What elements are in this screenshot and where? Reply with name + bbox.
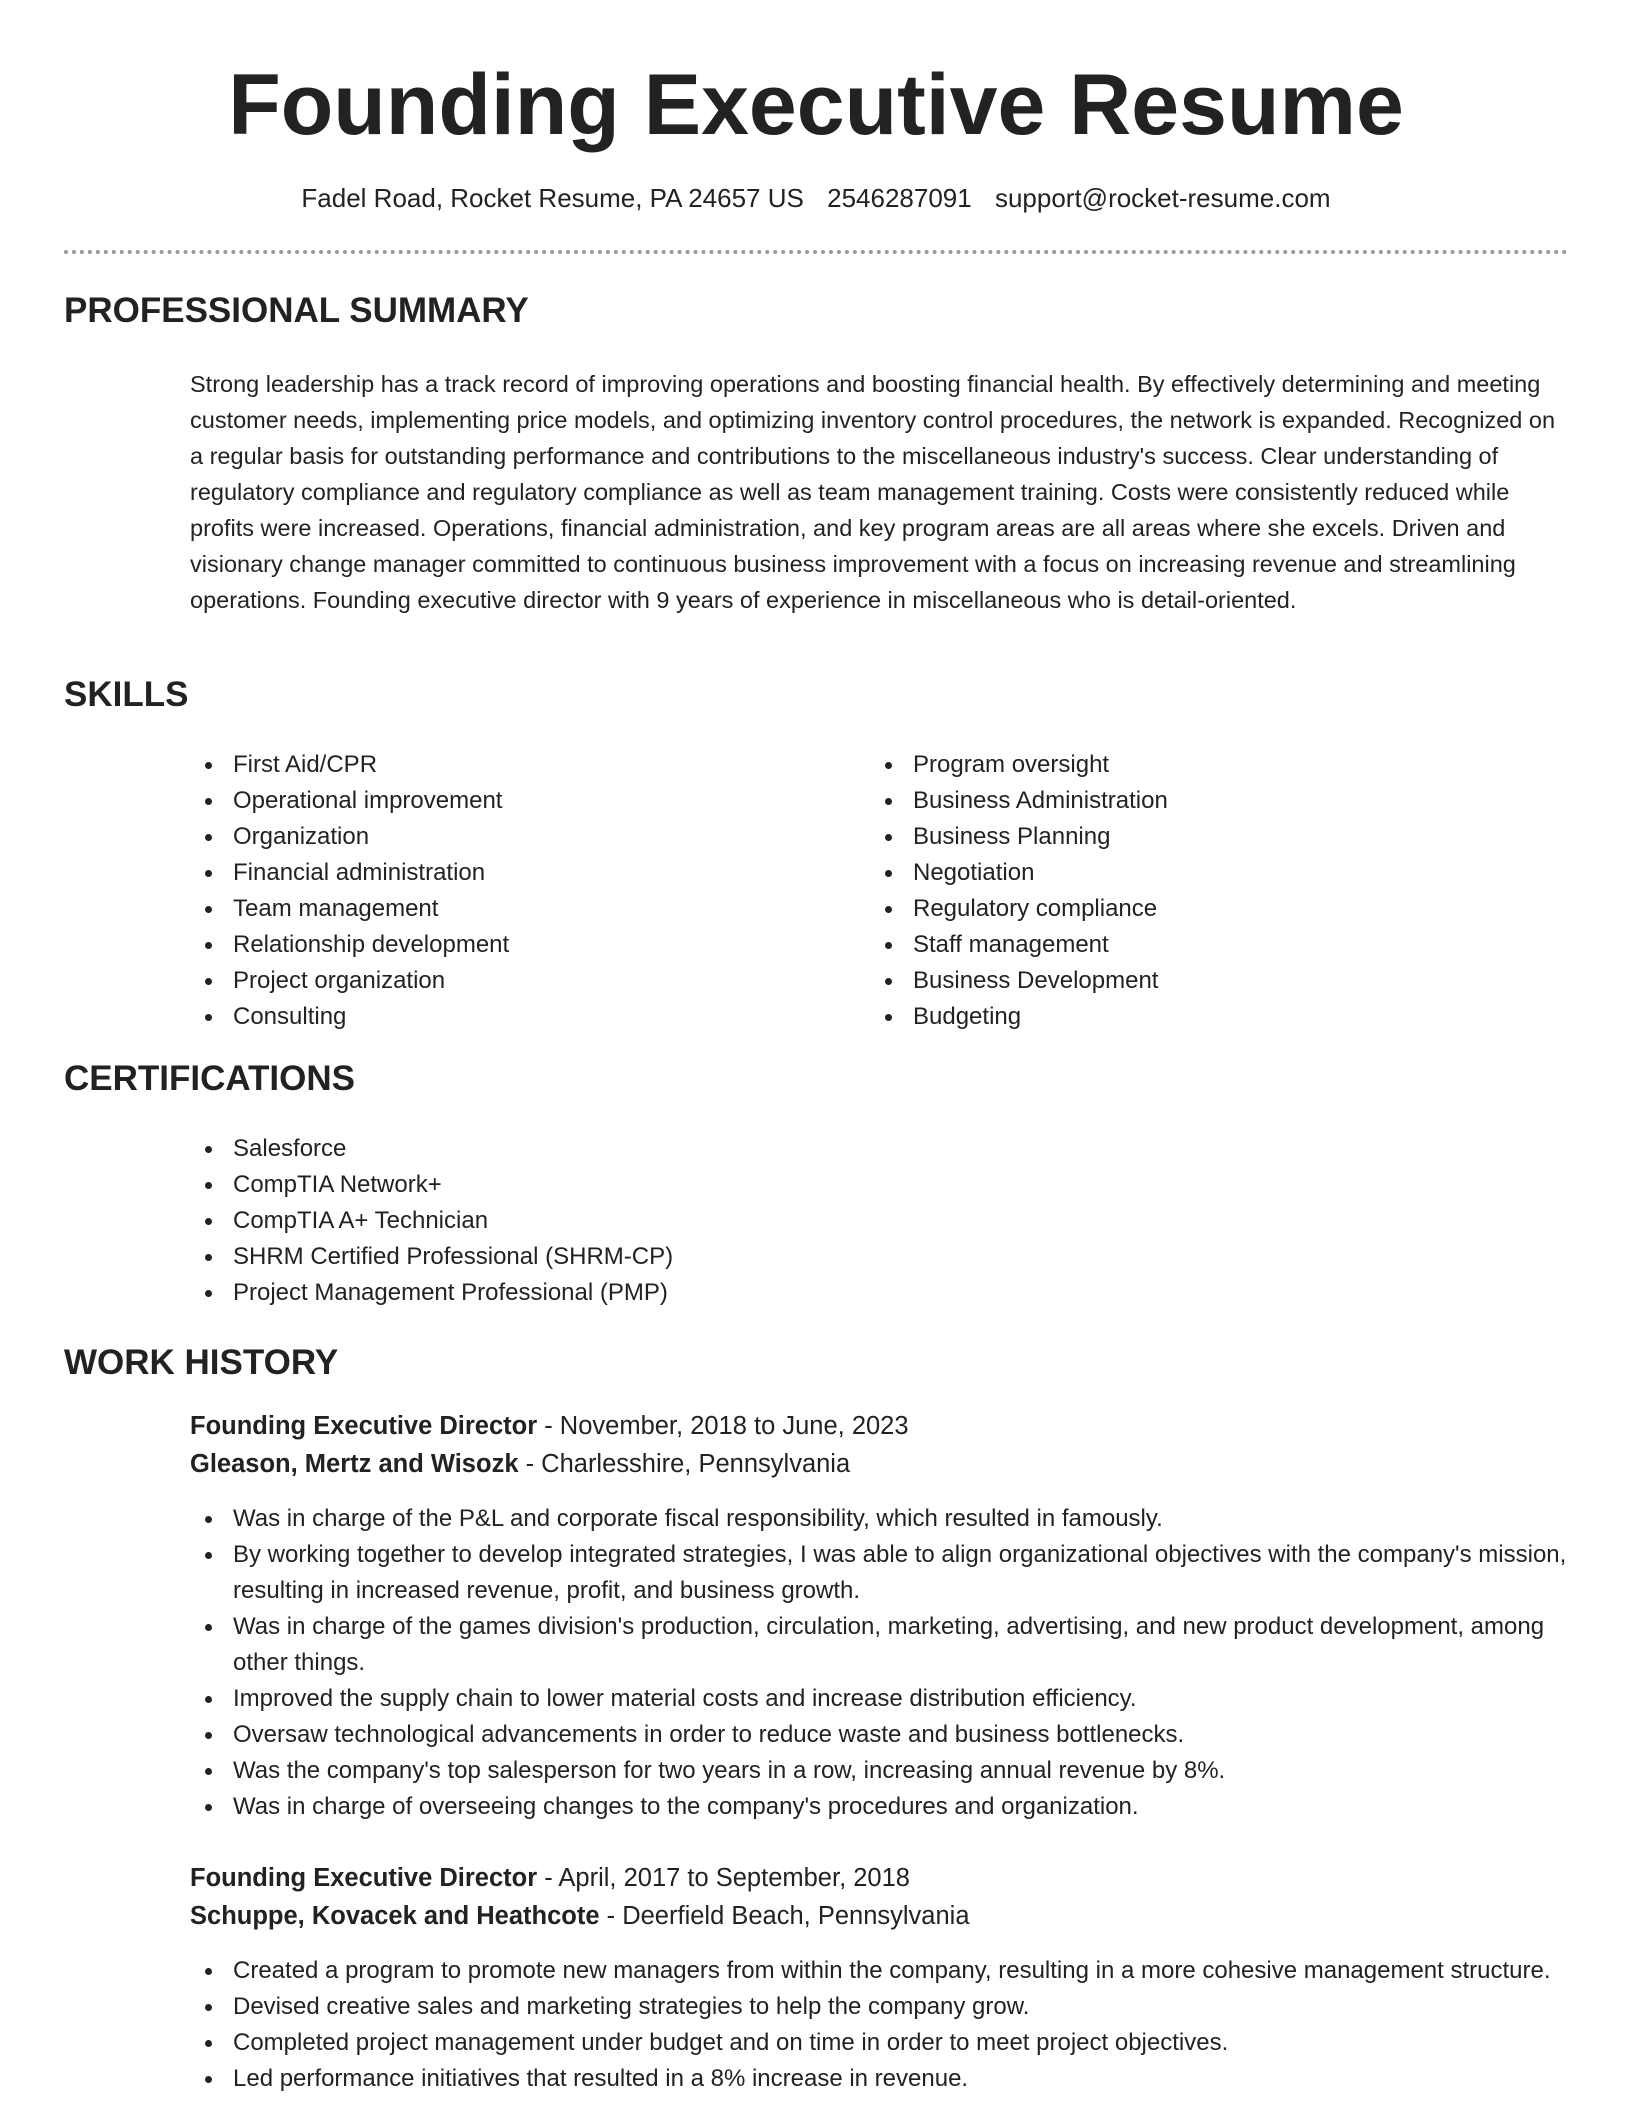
contact-email: support@rocket-resume.com: [994, 183, 1331, 213]
skill-item: Business Planning: [870, 819, 1490, 855]
skills-list-left: [190, 747, 810, 1035]
job-bullet: By working together to develop integrated strategies, I was able to align organizational objectives with the company's mission, resulting in increased revenue, profit, and business growth.: [190, 1537, 1568, 1609]
skill-item: Project organization: [190, 963, 810, 999]
skill-item: Financial administration: [190, 855, 810, 891]
job-bullets: [190, 1953, 1568, 2097]
job-bullet: Created a program to promote new managers from within the company, resulting in a more cohesive management structure.: [190, 1953, 1568, 1989]
skill-item: Business Administration: [870, 783, 1490, 819]
summary-heading: PROFESSIONAL SUMMARY: [64, 291, 529, 330]
skill-item: First Aid/CPR: [190, 747, 810, 783]
job-dates: - April, 2017 to September, 2018: [537, 1864, 910, 1892]
contact-line: [0, 180, 1632, 216]
certification-item: Salesforce: [190, 1131, 1490, 1167]
job-bullet: Oversaw technological advancements in order to reduce waste and business bottlenecks.: [190, 1717, 1568, 1753]
job-title: Founding Executive Director: [190, 1412, 538, 1440]
header-divider: [64, 250, 1568, 254]
certifications-list: [190, 1131, 1490, 1311]
job-bullets: [190, 1501, 1568, 1825]
job-title-line: [190, 1408, 909, 1444]
job-bullet: Improved the supply chain to lower material costs and increase distribution efficiency.: [190, 1681, 1568, 1717]
job-company: Schuppe, Kovacek and Heathcote: [190, 1902, 600, 1930]
skill-item: Team management: [190, 891, 810, 927]
resume-title: Founding Executive Resume: [228, 57, 1404, 153]
certification-item: CompTIA Network+: [190, 1167, 1490, 1203]
certification-item: SHRM Certified Professional (SHRM-CP): [190, 1239, 1490, 1275]
job-bullet: Devised creative sales and marketing strategies to help the company grow.: [190, 1989, 1568, 2025]
job-location: - Deerfield Beach, Pennsylvania: [599, 1902, 970, 1930]
skill-item: Program oversight: [870, 747, 1490, 783]
job-bullet: Was in charge of overseeing changes to the company's procedures and organization.: [190, 1789, 1568, 1825]
job-company: Gleason, Mertz and Wisozk: [190, 1450, 519, 1478]
certification-item: Project Management Professional (PMP): [190, 1275, 1490, 1311]
job-title: Founding Executive Director: [190, 1864, 538, 1892]
skill-item: Regulatory compliance: [870, 891, 1490, 927]
certification-item: CompTIA A+ Technician: [190, 1203, 1490, 1239]
skill-item: Staff management: [870, 927, 1490, 963]
job-title-line: [190, 1860, 910, 1896]
job-bullet: Was in charge of the P&L and corporate fiscal responsibility, which resulted in famously.: [190, 1501, 1568, 1537]
summary-text: Strong leadership has a track record of improving operations and boosting financial health. By effectively determining and meeting customer needs, implementing price models, and optimizing inventory control procedures, the network is expanded. Recognized on a regular basis for outstanding performance and contributions to the miscellaneous industry's success. Clear understanding of regulatory compliance and regulatory compliance as well as team management training. Costs were consistently reduced while profits were increased. Operations, financial administration, and key program areas are all areas where she excels. Driven and visionary change manager committed to continuous business improvement with a focus on increasing revenue and streamlining operations. Founding executive director with 9 years of experience in miscellaneous who is detail-oriented.: [190, 371, 1556, 613]
job-dates: - November, 2018 to June, 2023: [537, 1412, 909, 1440]
skill-item: Negotiation: [870, 855, 1490, 891]
skill-item: Consulting: [190, 999, 810, 1035]
job-bullet: Led performance initiatives that resulted in a 8% increase in revenue.: [190, 2061, 1568, 2097]
skill-item: Business Development: [870, 963, 1490, 999]
skills-list-right: [870, 747, 1490, 1035]
job-company-line: [190, 1898, 970, 1934]
skill-item: Relationship development: [190, 927, 810, 963]
job-bullet: Was the company's top salesperson for two years in a row, increasing annual revenue by 8%.: [190, 1753, 1568, 1789]
skills-heading: SKILLS: [64, 675, 189, 714]
job-bullet: Completed project management under budget and on time in order to meet project objectives.: [190, 2025, 1568, 2061]
skill-item: Operational improvement: [190, 783, 810, 819]
job-bullet: Was in charge of the games division's production, circulation, marketing, advertising, and new product development, among other things.: [190, 1609, 1568, 1681]
contact-address: Fadel Road, Rocket Resume, PA 24657 US: [301, 183, 804, 213]
job-company-line: [190, 1446, 850, 1482]
contact-phone: 2546287091: [827, 183, 972, 213]
work-history-heading: WORK HISTORY: [64, 1343, 339, 1382]
skill-item: Budgeting: [870, 999, 1490, 1035]
skill-item: Organization: [190, 819, 810, 855]
certifications-heading: CERTIFICATIONS: [64, 1059, 356, 1098]
job-location: - Charlesshire, Pennsylvania: [518, 1450, 851, 1478]
